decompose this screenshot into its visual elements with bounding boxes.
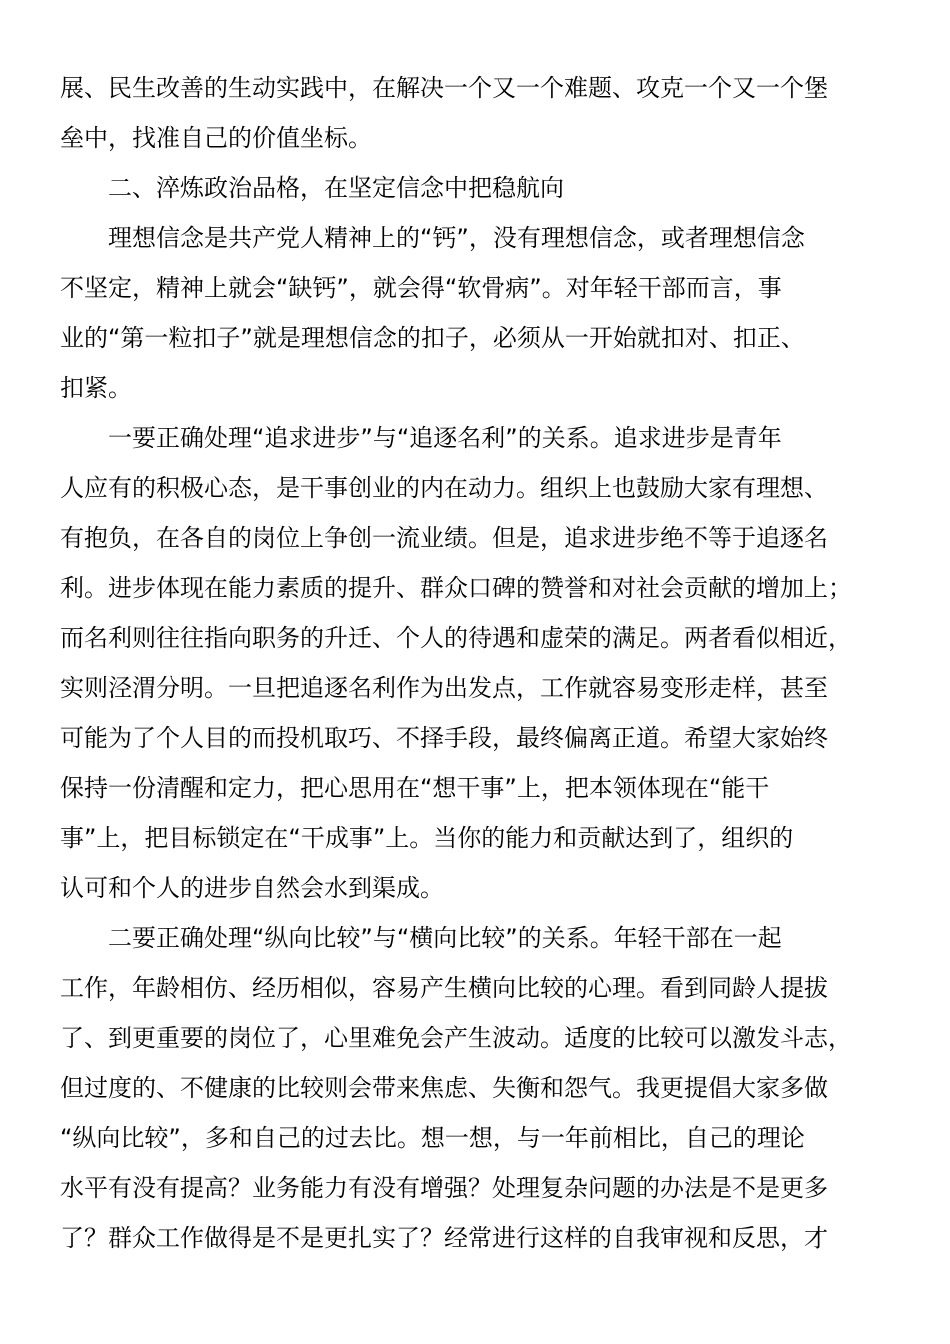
text-line: 实则泾渭分明。一旦把追逐名利作为出发点，工作就容易变形走样，甚至 (60, 674, 828, 702)
text-line: 有抱负，在各自的岗位上争创一流业绩。但是，追求进步绝不等于追逐名 (60, 524, 828, 552)
text-line: 水平有没有提高？业务能力有没有增强？处理复杂问题的办法是不是更多 (60, 1174, 828, 1202)
text-line: “纵向比较”，多和自己的过去比。想一想，与一年前相比，自己的理论 (60, 1124, 805, 1152)
text-line: 工作，年龄相仿、经历相似，容易产生横向比较的心理。看到同龄人提拔 (60, 974, 828, 1002)
text-line: 人应有的积极心态，是干事创业的内在动力。组织上也鼓励大家有理想、 (60, 474, 828, 502)
text-line: 了？群众工作做得是不是更扎实了？经常进行这样的自我审视和反思，才 (60, 1224, 828, 1252)
text-line: 理想信念是共产党人精神上的“钙”，没有理想信念，或者理想信念 (108, 224, 805, 252)
text-line: 可能为了个人目的而投机取巧、不择手段，最终偏离正道。希望大家始终 (60, 724, 828, 752)
paragraph (60, 63, 890, 163)
text-line: 保持一份清醒和定力，把心思用在“想干事”上，把本领体现在“能干 (60, 774, 770, 802)
text-line: 二要正确处理“纵向比较”与“横向比较”的关系。年轻干部在一起 (108, 924, 782, 952)
paragraph (60, 413, 890, 913)
document-page (60, 63, 890, 1263)
text-line: 了、到更重要的岗位了，心里难免会产生波动。适度的比较可以激发斗志， (60, 1024, 852, 1052)
text-line: 而名利则往往指向职务的升迁、个人的待遇和虚荣的满足。两者看似相近， (60, 624, 852, 652)
paragraph (60, 213, 890, 413)
text-line: 一要正确处理“追求进步”与“追逐名利”的关系。追求进步是青年 (108, 424, 782, 452)
text-line: 二、淬炼政治品格，在坚定信念中把稳航向 (108, 174, 564, 202)
text-line: 业的“第一粒扣子”就是理想信念的扣子，必须从一开始就扣对、扣正、 (60, 324, 805, 352)
text-line: 展、民生改善的生动实践中，在解决一个又一个难题、攻克一个又一个堡 (60, 74, 828, 102)
paragraph (60, 913, 890, 1263)
text-line: 扣紧。 (60, 374, 132, 402)
section-heading (60, 163, 890, 213)
text-line: 但过度的、不健康的比较则会带来焦虑、失衡和怨气。我更提倡大家多做 (60, 1074, 828, 1102)
text-line: 不坚定，精神上就会“缺钙”，就会得“软骨病”。对年轻干部而言，事 (60, 274, 782, 302)
text-line: 事”上，把目标锁定在“干成事”上。当你的能力和贡献达到了，组织的 (60, 824, 794, 852)
text-line: 认可和个人的进步自然会水到渠成。 (60, 874, 444, 902)
text-line: 利。进步体现在能力素质的提升、群众口碑的赞誉和对社会贡献的增加上； (60, 574, 852, 602)
text-line: 垒中，找准自己的价值坐标。 (60, 124, 372, 152)
